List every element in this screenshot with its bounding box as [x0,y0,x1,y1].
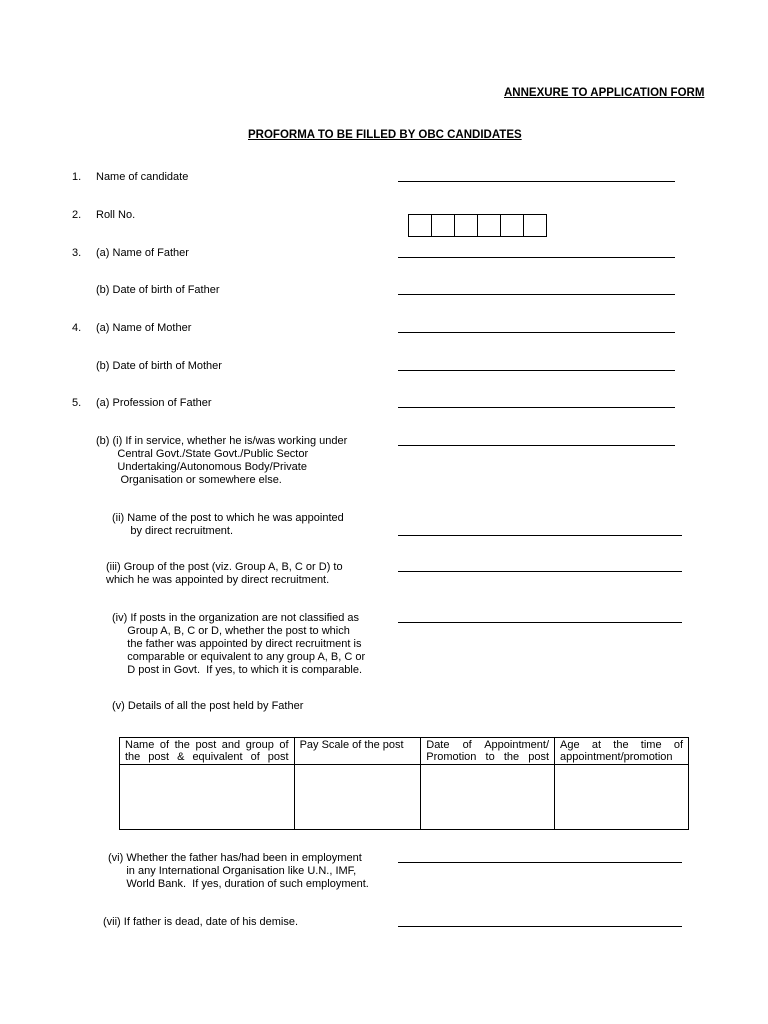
item-5b-v-label: (v) Details of all the post held by Father [112,700,304,712]
father-service-field[interactable] [398,445,675,446]
item-4b-label: (b) Date of birth of Mother [96,360,222,372]
roll-digit-box[interactable] [455,215,478,236]
roll-digit-box[interactable] [432,215,455,236]
mother-dob-field[interactable] [398,370,675,371]
item-1-label: Name of candidate [96,171,189,183]
item-4a-label: (a) Name of Mother [96,322,192,334]
item-1-number: 1. [72,171,82,183]
item-5b-iv-label: (iv) If posts in the organization are not classified as Group A, B, C or D, whether the post to which the father was appointed by direct recruitment is comparable or equivalent to any group A, B, C or D post in Govt. If yes, to which it is comparable. [112,612,366,676]
roll-digit-box[interactable] [409,215,432,236]
item-5-number: 5. [72,397,82,409]
item-2-number: 2. [72,209,82,221]
col-age-header: Age at the time of appointment/promotion [555,738,689,765]
item-5a-label: (a) Profession of Father [96,397,212,409]
item-3a-label: (a) Name of Father [96,247,189,259]
post-equivalence-field[interactable] [398,622,682,623]
roll-number-boxes [408,214,547,237]
item-3-number: 3. [72,247,82,259]
col-pay-scale-header: Pay Scale of the post [294,738,421,765]
proforma-title: PROFORMA TO BE FILLED BY OBC CANDIDATES [248,129,522,141]
roll-digit-box[interactable] [478,215,501,236]
father-name-field[interactable] [398,257,675,258]
cell-age[interactable] [555,765,689,830]
col-post-name-header: Name of the post and group of the post & equivalent of post [120,738,295,765]
item-4-number: 4. [72,322,82,334]
posts-held-table [119,737,689,830]
candidate-name-field[interactable] [398,181,675,182]
international-employment-field[interactable] [398,862,682,863]
post-name-field[interactable] [398,535,682,536]
item-5b-iii-label: (iii) Group of the post (viz. Group A, B, C or D) to which he was appointed by direct recruitment. [106,561,343,586]
table-row [120,765,689,830]
item-5b-ii-label: (ii) Name of the post to which he was appointed by direct recruitment. [112,512,344,537]
item-5b-vi-label: (vi) Whether the father has/had been in employment in any International Organisation like U.N., IMF, World Bank. If yes, duration of such employment. [108,852,369,890]
table-header-row [120,738,689,765]
cell-appointment-date[interactable] [421,765,555,830]
cell-post-name[interactable] [120,765,295,830]
roll-digit-box[interactable] [524,215,546,236]
item-5b-vii-label: (vii) If father is dead, date of his demise. [103,916,299,928]
item-5b-i-label: (b) (i) If in service, whether he is/was working under Central Govt./State Govt./Public Sector Undertaking/Autonomous Body/Private Organisation or somewhere else. [96,435,348,486]
annexure-title: ANNEXURE TO APPLICATION FORM [504,87,705,99]
roll-digit-box[interactable] [501,215,524,236]
item-2-label: Roll No. [96,209,136,221]
post-group-field[interactable] [398,571,682,572]
cell-pay-scale[interactable] [294,765,421,830]
col-appointment-date-header: Date of Appointment/ Promotion to the post [421,738,555,765]
mother-name-field[interactable] [398,332,675,333]
item-3b-label: (b) Date of birth of Father [96,284,220,296]
father-dob-field[interactable] [398,294,675,295]
father-profession-field[interactable] [398,407,675,408]
father-demise-date-field[interactable] [398,926,682,927]
